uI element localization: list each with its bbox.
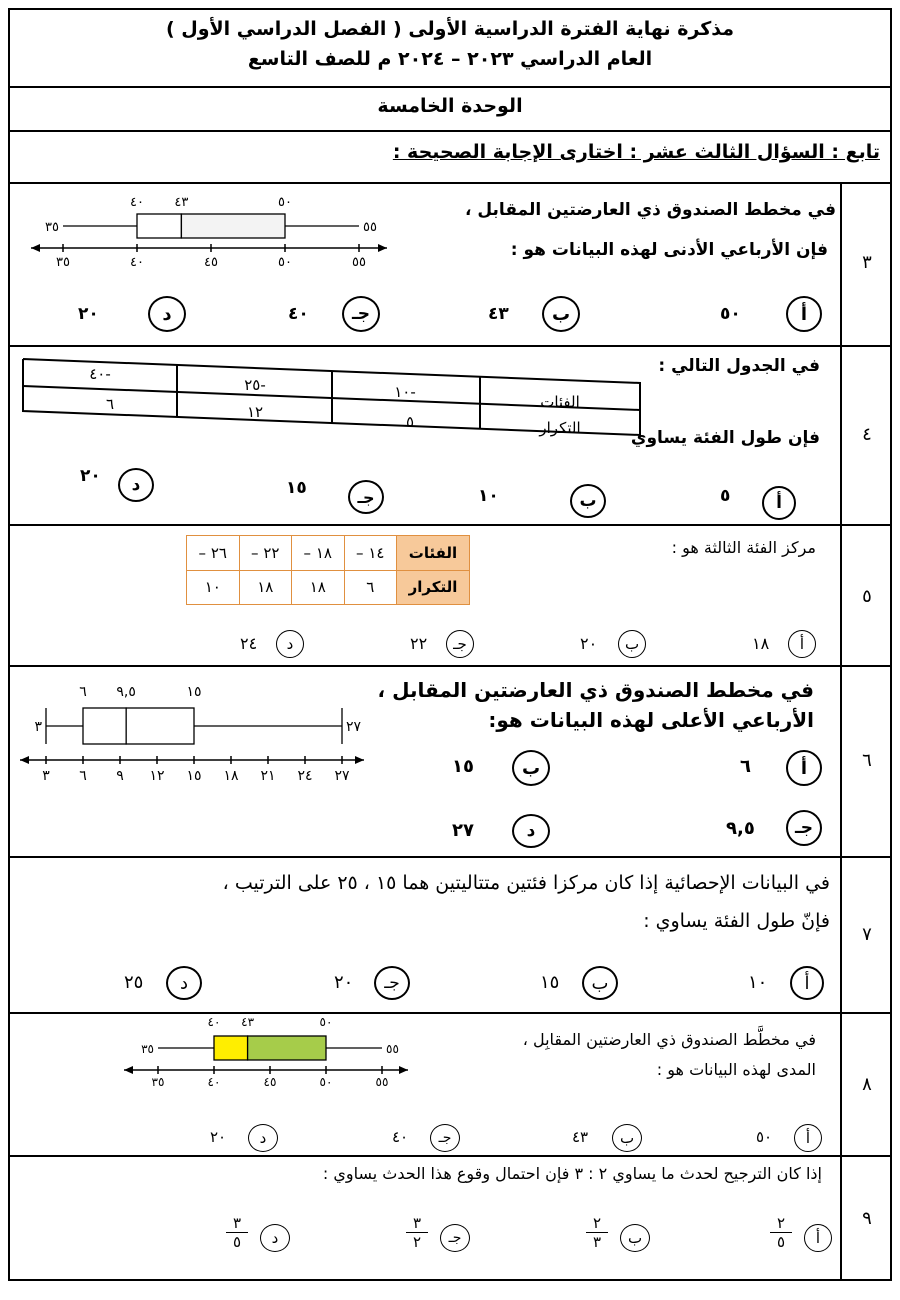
boxplot-tick-label: ٩	[116, 768, 124, 784]
option-a-bubble[interactable]: أ	[790, 966, 824, 1000]
option-a-fraction	[770, 1214, 792, 1251]
option-b-value: ١٥	[452, 756, 474, 777]
boxplot-value-label: ٤٠	[207, 1015, 221, 1029]
option-d-bubble[interactable]: د	[260, 1224, 290, 1252]
option-c-bubble[interactable]: جـ	[440, 1224, 470, 1252]
boxplot-value-label: ٥٥	[363, 220, 377, 235]
option-b-value: ١٥	[540, 972, 560, 993]
table-cell: ٥	[405, 413, 415, 431]
question-text: المدى لهذه البيانات هو :	[656, 1060, 816, 1079]
boxplot-value-label: ٥٠	[278, 195, 292, 210]
options-row	[0, 964, 840, 1004]
divider	[8, 665, 892, 667]
boxplot-lower-box	[137, 214, 181, 238]
option-a-bubble[interactable]: أ	[786, 296, 822, 332]
option-c-value: ٢٠	[334, 972, 354, 993]
table-cell: ١٠-	[394, 383, 416, 401]
question-text: في مخطط الصندوق ذي العارضتين المقابل ،	[465, 200, 836, 220]
fraction-numerator: ٢	[586, 1214, 608, 1233]
option-c-bubble[interactable]: جـ	[348, 480, 384, 514]
boxplot-value-label: ١٥	[186, 684, 202, 700]
option-d-value: ٢٤	[240, 634, 258, 653]
table-header-classes: الفئات	[397, 536, 470, 571]
boxplot-tick-label: ٥٠	[319, 1075, 333, 1089]
options-row	[0, 462, 840, 522]
question-number: ٧	[862, 924, 872, 945]
option-c-fraction	[406, 1214, 428, 1251]
options-row	[0, 1122, 840, 1156]
option-d-value: ٢٥	[124, 972, 144, 993]
options-row	[0, 628, 840, 662]
boxplot-upper-box	[126, 708, 194, 744]
boxplot-tick-label: ٣٥	[56, 255, 70, 270]
axis-arrow-right	[378, 244, 387, 252]
option-d-bubble[interactable]: د	[512, 814, 550, 848]
question-text: فإنّ طول الفئة يساوي :	[643, 910, 830, 932]
question-text: الأرباعي الأعلى لهذه البيانات هو:	[488, 708, 814, 732]
boxplot-value-label: ٣	[34, 719, 42, 735]
table-header-classes: الفئات	[540, 393, 580, 411]
option-b-bubble[interactable]: ب	[582, 966, 618, 1000]
option-d-value: ٢٧	[452, 820, 474, 841]
axis-arrow-left	[124, 1066, 133, 1074]
option-d-bubble[interactable]: د	[166, 966, 202, 1000]
option-d-bubble[interactable]: د	[118, 468, 154, 502]
option-c-value: ٩,٥	[726, 818, 755, 839]
boxplot-value-label: ٤٣	[241, 1015, 255, 1029]
option-a-value: ١٠	[748, 972, 768, 993]
option-d-bubble[interactable]: د	[148, 296, 186, 332]
boxplot-value-label: ٥٥	[386, 1042, 399, 1056]
boxplot-tick-label: ٤٥	[204, 255, 218, 270]
option-b-bubble[interactable]: ب	[512, 750, 550, 786]
question-text: في البيانات الإحصائية إذا كان مركزا فئتين متتاليتين هما ١٥ ، ٢٥ على الترتيب ،	[222, 872, 830, 894]
option-d-fraction	[226, 1214, 248, 1251]
page-subtitle: العام الدراسي ٢٠٢٣ – ٢٠٢٤ م للصف التاسع	[247, 48, 653, 70]
option-a-value: ١٨	[752, 634, 770, 653]
boxplot-lower-box	[214, 1036, 248, 1060]
question-text: فإن طول الفئة يساوي	[630, 428, 820, 448]
question-text: في مخطَّط الصندوق ذي العارضتين المقابِل ،	[522, 1030, 816, 1049]
boxplot-lower-box	[83, 708, 126, 744]
option-a-bubble[interactable]: أ	[762, 486, 796, 520]
unit-title: الوحدة الخامسة	[377, 95, 523, 117]
boxplot-value-label: ٣٥	[45, 220, 59, 235]
boxplot-value-label: ٤٠	[130, 195, 144, 210]
boxplot-tick-label: ٤٠	[130, 255, 144, 270]
boxplot-value-label: ٤٣	[174, 195, 189, 210]
divider	[8, 345, 892, 347]
option-d-bubble[interactable]: د	[276, 630, 304, 658]
question-text: في الجدول التالي :	[658, 356, 820, 376]
divider	[8, 524, 892, 526]
fraction-numerator: ٣	[406, 1214, 428, 1233]
boxplot-tick-label: ٥٥	[375, 1075, 389, 1089]
boxplot-value-label: ٣٥	[141, 1042, 154, 1056]
option-d-value: ٢٠	[80, 466, 101, 486]
table-cell: ١٤ –	[344, 536, 397, 571]
boxplot-value-label: ٦	[79, 684, 87, 700]
option-a-bubble[interactable]: أ	[788, 630, 816, 658]
option-a-value: ٥	[720, 486, 731, 506]
section-title: تابع : السؤال الثالث عشر : اختارى الإجابة الصحيحة :	[392, 141, 880, 163]
options-grid	[0, 748, 840, 848]
question-text: مركز الفئة الثالثة هو :	[671, 538, 816, 557]
option-b-bubble[interactable]: ب	[542, 296, 580, 332]
table-cell: ١٨	[292, 570, 345, 605]
option-b-bubble[interactable]: ب	[570, 484, 606, 518]
option-c-bubble[interactable]: جـ	[342, 296, 380, 332]
fraction-numerator: ٢	[770, 1214, 792, 1233]
axis-arrow-left	[31, 244, 40, 252]
boxplot-tick-label: ٢٤	[297, 768, 313, 784]
fraction-denominator: ٣	[592, 1233, 602, 1251]
question-number: ٨	[862, 1074, 872, 1095]
option-c-bubble[interactable]: جـ	[446, 630, 474, 658]
table-cell: ١٨ –	[292, 536, 345, 571]
question-number: ٩	[862, 1208, 872, 1229]
option-c-value: ٤٠	[392, 1128, 409, 1146]
option-c-value: ٤٠	[288, 304, 309, 324]
fraction-numerator: ٣	[226, 1214, 248, 1233]
option-c-bubble[interactable]: جـ	[430, 1124, 460, 1152]
boxplot-upper-box	[181, 214, 285, 238]
options-row	[0, 1214, 840, 1270]
option-b-value: ١٠	[478, 486, 499, 506]
option-d-value: ٢٠	[78, 304, 99, 324]
table-cell: ٢٦ –	[187, 536, 240, 571]
table-cell: ١٨	[239, 570, 292, 605]
option-c-value: ١٥	[286, 478, 307, 498]
question-number: ٦	[862, 750, 872, 771]
boxplot-value-label: ٩,٥	[116, 684, 136, 700]
question-text: فإن الأرباعي الأدنى لهذه البيانات هو :	[510, 240, 828, 260]
option-a-value: ٦	[740, 756, 751, 777]
option-b-fraction	[586, 1214, 608, 1251]
fraction-denominator: ٥	[232, 1233, 242, 1251]
boxplot-tick-label: ٢٧	[334, 768, 350, 784]
question-number: ٣	[862, 252, 872, 273]
number-column-divider	[840, 182, 842, 1281]
table-cell: ٦	[105, 395, 115, 413]
boxplot-tick-label: ٥٥	[352, 255, 366, 270]
option-b-value: ٤٣	[488, 304, 509, 324]
question-text: إذا كان الترجيح لحدث ما يساوي ٢ : ٣ فإن احتمال وقوع هذا الحدث يساوي :	[322, 1164, 822, 1183]
frequency-table	[186, 535, 470, 605]
boxplot-tick-label: ١٢	[149, 768, 165, 784]
page-title: مذكرة نهاية الفترة الدراسية الأولى ( الفصل الدراسي الأول )	[165, 18, 735, 40]
option-b-value: ٤٣	[572, 1128, 589, 1146]
boxplot-tick-label: ٣٥	[151, 1075, 165, 1089]
table-cell: ٢٢ –	[239, 536, 292, 571]
boxplot-tick-label: ٤٠	[207, 1075, 221, 1089]
boxplot-tick-label: ١٥	[186, 768, 202, 784]
boxplot-tick-label: ٥٠	[278, 255, 292, 270]
option-c-bubble[interactable]: جـ	[786, 810, 822, 846]
table-header-frequency: التكرار	[397, 570, 470, 605]
option-b-bubble[interactable]: ب	[612, 1124, 642, 1152]
option-a-bubble[interactable]: أ	[804, 1224, 832, 1252]
axis-arrow-right	[399, 1066, 408, 1074]
fraction-denominator: ٥	[776, 1233, 786, 1251]
option-a-bubble[interactable]: أ	[794, 1124, 822, 1152]
boxplot-tick-label: ١٨	[223, 768, 239, 784]
boxplot-tick-label: ٤٥	[263, 1075, 277, 1089]
boxplot-upper-box	[248, 1036, 326, 1060]
option-c-bubble[interactable]: جـ	[374, 966, 410, 1000]
question-text: في مخطط الصندوق ذي العارضتين المقابل ،	[377, 678, 814, 702]
option-a-value: ٥٠	[756, 1128, 773, 1146]
divider	[8, 86, 892, 88]
option-b-bubble[interactable]: ب	[620, 1224, 650, 1252]
table-cell: ١٢	[246, 403, 264, 421]
boxplot	[118, 1014, 418, 1094]
divider	[8, 856, 892, 858]
table-cell: ١٠	[187, 570, 240, 605]
option-d-bubble[interactable]: د	[248, 1124, 278, 1152]
option-a-bubble[interactable]: أ	[786, 750, 822, 786]
boxplot	[25, 188, 405, 272]
boxplot-value-label: ٢٧	[346, 719, 362, 735]
option-b-bubble[interactable]: ب	[618, 630, 646, 658]
question-number: ٤	[862, 424, 872, 445]
boxplot-tick-label: ٦	[79, 768, 87, 784]
table-cell: ٢٥-	[244, 376, 266, 394]
fraction-denominator: ٢	[412, 1233, 422, 1251]
question-number: ٥	[862, 586, 872, 607]
options-row	[0, 296, 840, 336]
option-d-value: ٢٠	[210, 1128, 227, 1146]
boxplot-tick-label: ٣	[42, 768, 50, 784]
divider	[8, 130, 892, 132]
option-b-value: ٢٠	[580, 634, 598, 653]
frequency-table-skewed	[20, 355, 645, 445]
option-c-value: ٢٢	[410, 634, 428, 653]
divider	[8, 182, 892, 184]
boxplot-tick-label: ٢١	[260, 768, 276, 784]
table-cell: ٤٠-	[89, 365, 111, 383]
table-header-frequency: التكرار	[539, 419, 581, 437]
boxplot-value-label: ٥٠	[319, 1015, 333, 1029]
table-cell: ٦	[344, 570, 397, 605]
option-a-value: ٥٠	[720, 304, 741, 324]
